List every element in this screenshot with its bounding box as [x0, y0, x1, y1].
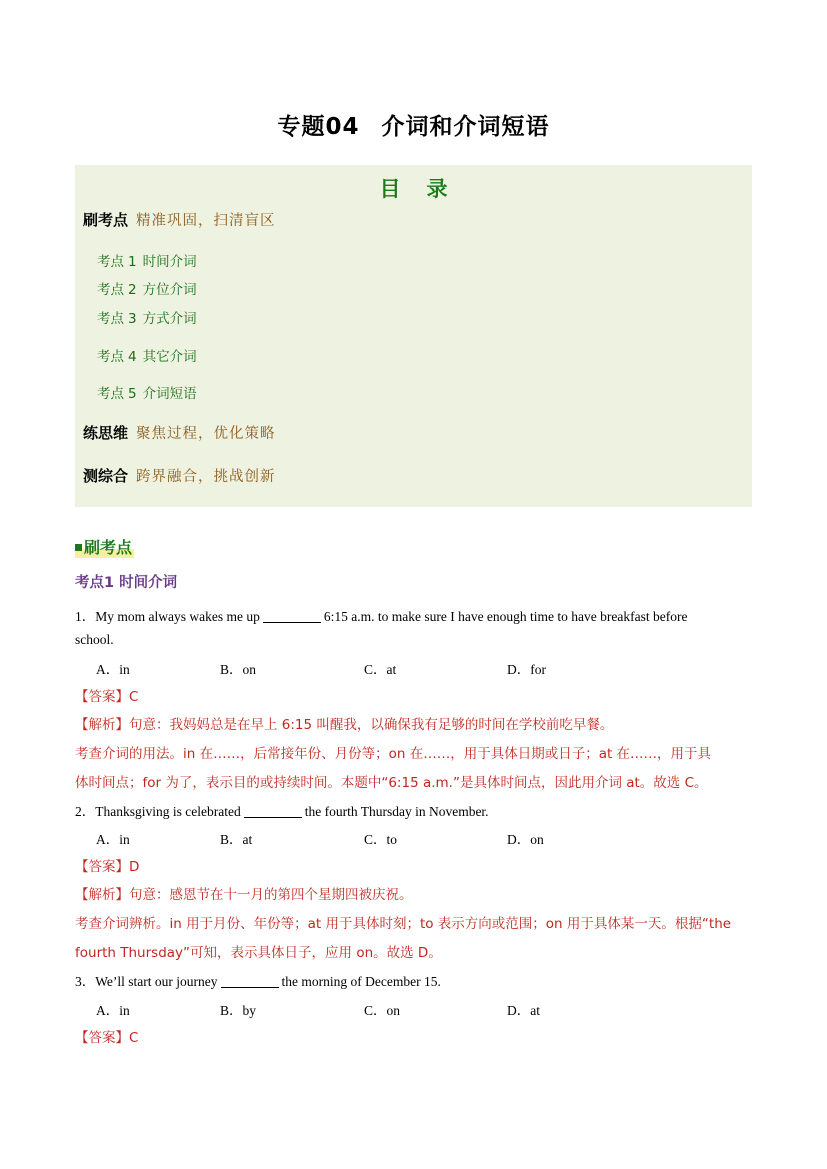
toc-point-3[interactable]	[97, 307, 197, 327]
question-1-answer	[75, 685, 138, 705]
question-text-before: Thanksgiving is celebrated	[95, 804, 241, 819]
question-text-after: the fourth Thursday in November.	[304, 804, 489, 819]
question-3-answer	[75, 1026, 138, 1046]
toc-point-num: 5	[128, 386, 137, 402]
question-3-stem	[75, 970, 441, 990]
square-bullet-icon	[75, 544, 82, 551]
question-1-analysis-2: 考查介词的用法。in 在……，后常接年份、月份等；on 在……，用于具体日期或日子；at 在……，用于具	[75, 746, 712, 762]
toc-point-prefix: 考点	[97, 282, 124, 298]
toc-point-prefix: 考点	[97, 349, 124, 365]
question-text-after: the morning of December 15.	[281, 974, 441, 989]
answer-value: C	[129, 1030, 139, 1046]
question-1-stem	[75, 605, 687, 625]
toc-point-prefix: 考点	[97, 311, 124, 327]
toc-point-1[interactable]	[97, 250, 197, 270]
question-1-analysis-1	[75, 713, 613, 733]
toc-point-name: 介词短语	[142, 386, 197, 402]
option-a[interactable]: A．in	[96, 662, 130, 677]
answer-value: D	[129, 859, 140, 875]
option-c[interactable]: C．at	[364, 662, 397, 677]
question-2-stem	[75, 800, 489, 820]
toc-section-cezonghe[interactable]	[83, 465, 276, 486]
toc-point-num: 4	[128, 349, 137, 365]
analysis-text: 句意：我妈妈总是在早上 6:15 叫醒我，以确保我有足够的时间在学校前吃早餐。	[129, 717, 614, 733]
toc-point-name: 方位介词	[142, 282, 197, 298]
question-text-before: My mom always wakes me up	[95, 609, 260, 624]
title-main: 介词和介词短语	[381, 114, 550, 140]
toc-point-prefix: 考点	[97, 386, 124, 402]
toc-section-desc: 聚焦过程，优化策略	[136, 426, 276, 442]
question-number: 1．	[75, 609, 96, 624]
section-heading	[75, 535, 134, 558]
analysis-tag: 【解析】	[75, 717, 129, 733]
toc-point-num: 3	[128, 311, 137, 327]
answer-tag: 【答案】	[75, 1030, 129, 1046]
question-2-analysis-3: fourth Thursday”可知，表示具体日子，应用 on。故选 D。	[75, 945, 442, 961]
option-b[interactable]: B．on	[220, 662, 257, 677]
toc-section-label: 测综合	[83, 467, 129, 485]
toc-point-num: 2	[128, 282, 137, 298]
question-2-answer	[75, 855, 139, 875]
toc-section-desc: 精准巩固，扫清盲区	[136, 213, 276, 229]
option-d[interactable]: D．for	[507, 662, 546, 677]
toc-section-label: 练思维	[83, 424, 129, 442]
question-1-analysis-3: 体时间点；for 为了，表示目的或持续时间。本题中“6:15 a.m.”是具体时间点，因此用介词 at。故选 C。	[75, 775, 708, 791]
answer-tag: 【答案】	[75, 689, 129, 705]
answer-value: C	[129, 689, 139, 705]
section-heading-text: 刷考点	[84, 538, 133, 557]
answer-tag: 【答案】	[75, 859, 129, 875]
answer-blank	[263, 610, 321, 623]
toc-point-prefix: 考点	[97, 254, 124, 270]
toc-section-shuakaodian[interactable]	[83, 209, 276, 230]
question-number: 2．	[75, 804, 96, 819]
analysis-text: 句意：感恩节在十一月的第四个星期四被庆祝。	[129, 887, 413, 903]
toc-point-4[interactable]	[97, 345, 197, 365]
option-c[interactable]: C．to	[364, 832, 398, 847]
question-text-after: 6:15 a.m. to make sure I have enough time to have breakfast before	[323, 609, 688, 624]
question-text-before: We’ll start our journey	[95, 974, 218, 989]
toc-point-name: 时间介词	[142, 254, 197, 270]
question-1-stem-cont: school.	[75, 632, 114, 647]
question-2-analysis-2: 考查介词辨析。in 用于月份、年份等；at 用于具体时刻；to 表示方向或范围；on 用于具体某一天。根据“the	[75, 916, 732, 932]
page-title	[0, 108, 827, 141]
option-d[interactable]: D．on	[507, 832, 544, 847]
toc-point-name: 方式介词	[142, 311, 197, 327]
option-c[interactable]: C．on	[364, 1003, 401, 1018]
option-b[interactable]: B．by	[220, 1003, 257, 1018]
option-d[interactable]: D．at	[507, 1003, 540, 1018]
toc-point-5[interactable]	[97, 382, 197, 402]
analysis-tag: 【解析】	[75, 887, 129, 903]
question-number: 3．	[75, 974, 96, 989]
answer-blank	[244, 805, 302, 818]
toc-point-name: 其它介词	[142, 349, 197, 365]
toc-section-label: 刷考点	[83, 211, 129, 229]
knowledge-point-heading: 考点1 时间介词	[75, 575, 178, 591]
option-b[interactable]: B．at	[220, 832, 253, 847]
option-a[interactable]: A．in	[96, 832, 130, 847]
toc-point-2[interactable]	[97, 278, 197, 298]
option-a[interactable]: A．in	[96, 1003, 130, 1018]
toc-section-desc: 跨界融合，挑战创新	[136, 469, 276, 485]
question-2-analysis-1	[75, 883, 413, 903]
toc-point-num: 1	[128, 254, 137, 270]
toc-heading-right: 录	[426, 177, 448, 201]
toc-section-liansiwei[interactable]	[83, 422, 276, 443]
title-prefix: 专题04	[277, 114, 360, 140]
answer-blank	[221, 975, 279, 988]
toc-heading-left: 目	[379, 177, 401, 201]
toc-heading	[75, 173, 752, 203]
table-of-contents	[75, 165, 752, 507]
